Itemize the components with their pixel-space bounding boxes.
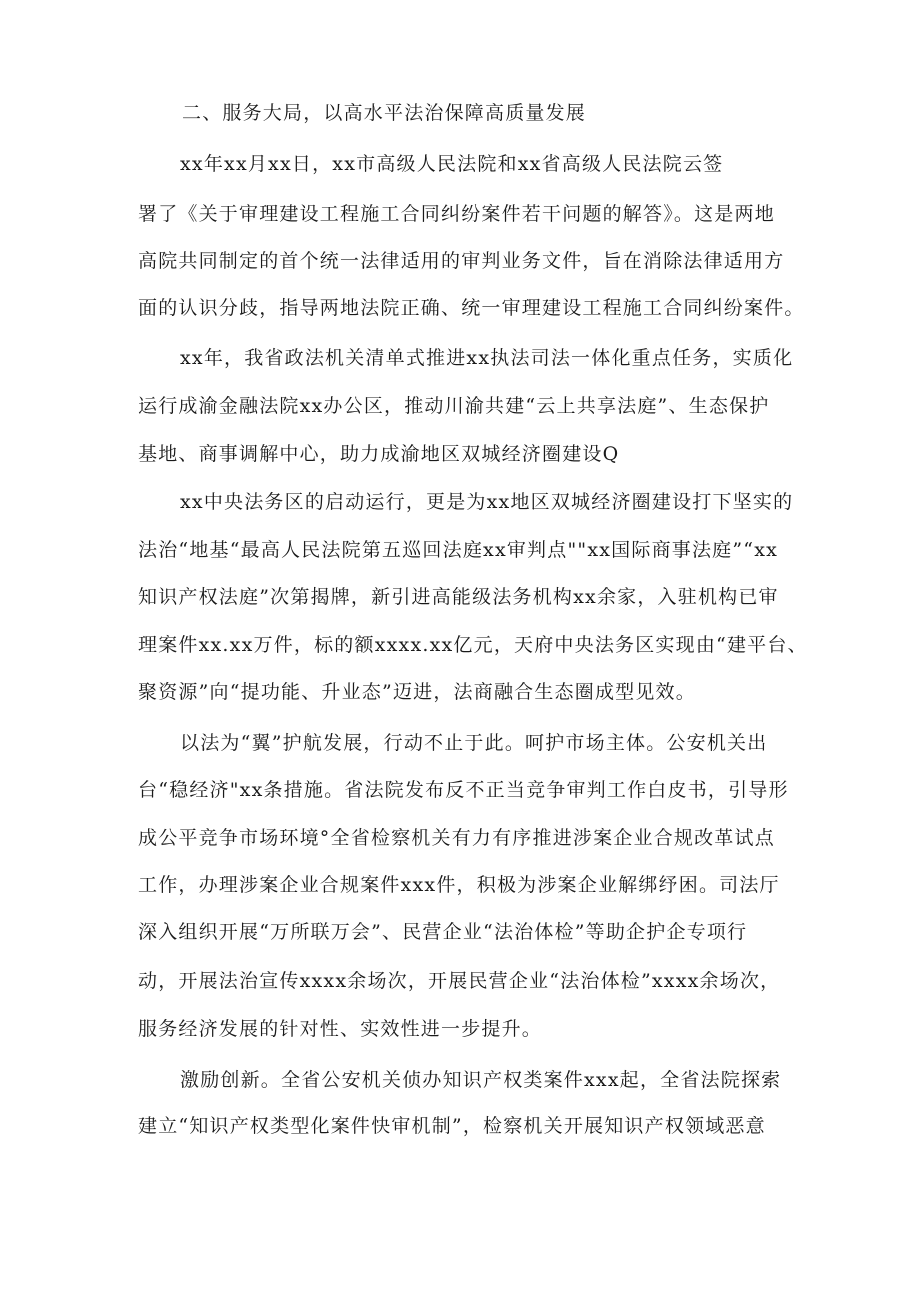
paragraph-line: xx年，我省政法机关清单式推进xx执法司法一体化重点任务，实质化	[180, 347, 794, 369]
paragraph-line: 高院共同制定的首个统一法律适用的审判业务文件，旨在消除法律适用方	[138, 250, 785, 272]
paragraph-line: 激励创新。全省公安机关侦办知识产权类案件xxx起，全省法院探索	[180, 1069, 782, 1091]
paragraph-line: 深入组织开展“万所联万会”、民营企业“法治体检”等助企护企专项行	[138, 921, 748, 943]
section-heading: 二、服务大局，以高水平法治保障高质量发展	[182, 102, 587, 124]
paragraph-line: 建立“知识产权类型化案件快审机制”，检察机关开展知识产权领域恶意	[138, 1115, 766, 1137]
paragraph-line: 工作，办理涉案企业合规案件xxx件，积极为涉案企业解绑纾困。司法厅	[138, 874, 780, 896]
paragraph-line: 面的认识分歧，指导两地法院正确、统一审理建设工程施工合同纠纷案件。	[138, 297, 805, 319]
paragraph-line: 台“稳经济"xx条措施。省法院发布反不正当竞争审判工作白皮书，引导形	[138, 779, 789, 801]
paragraph-line: 运行成渝金融法院xx办公区，推动川渝共建“云上共享法庭”、生态保护	[138, 395, 770, 417]
paragraph-line: 知识产权法庭”次第揭牌，新引进高能级法务机构xx余家，入驻机构已审	[138, 586, 779, 608]
paragraph-line: 理案件xx.xx万件，标的额xxxx.xx亿元，天府中央法务区实现由“建平台、	[138, 634, 808, 656]
paragraph-line: 服务经济发展的针对性、实效性进一步提升。	[138, 1018, 543, 1040]
paragraph-line: 聚资源”向“提功能、升业态”迈进，法商融合生态圈成型见效。	[138, 681, 696, 703]
paragraph-line: 动，开展法治宣传xxxx余场次，开展民营企业“法治体检”xxxx余场次，	[138, 970, 781, 992]
paragraph-line: 成公平竞争市场环境°全省检察机关有力有序推进涉案企业合规改革试点	[138, 827, 775, 849]
paragraph-line: 法治“地基“最高人民法院第五巡回法庭xx审判点""xx国际商事法庭”“xx	[138, 539, 779, 561]
paragraph-line: xx中央法务区的启动运行，更是为xx地区双城经济圈建设打下坚实的	[180, 491, 794, 513]
paragraph-line: 署了《关于审理建设工程施工合同纠纷案件若干问题的解答》。这是两地	[138, 203, 775, 225]
paragraph-line: 以法为“翼”护航发展，行动不止于此。呵护市场主体。公安机关出	[180, 732, 768, 754]
paragraph-line: xx年xx月xx日，xx市高级人民法院和xx省高级人民法院云签	[180, 153, 724, 175]
paragraph-line: 基地、商事调解中心，助力成渝地区双城经济圈建设Q	[138, 443, 620, 465]
